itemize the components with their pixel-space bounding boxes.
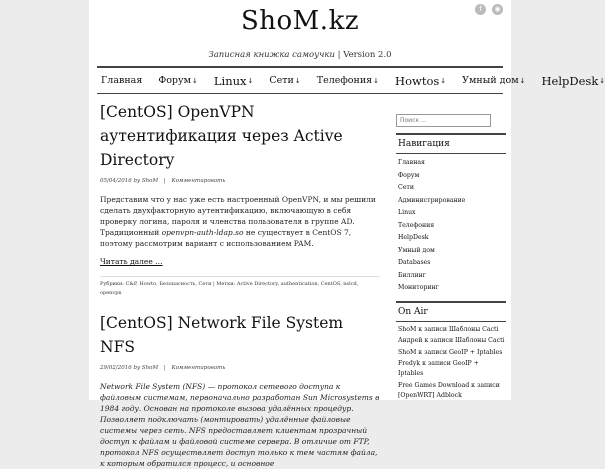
post-excerpt: Network File System (NFS) — протокол сетевого доступа к файловым системам, первоначально разработан Sun Microsystems в 1984 году. Основан на протоколе вызова удалённых процедур. Позволяет подключать (монтировать) удалённые файловые системы через сеть. NFS предоставляет клиентам прозрачный доступ к файлам и файловой системе сервера. В отличие от FTP, протокол NFS осуществляет доступ только к тем частям файла, к которым обратился процесс, и основное — [100, 382, 380, 468]
navigation-list — [396, 157, 506, 295]
facebook-icon[interactable]: f — [475, 4, 486, 15]
post-title-link[interactable]: [CentOS] OpenVPN аутентификация через Active Directory — [100, 103, 343, 169]
sidebar-item-forum[interactable]: Форум — [398, 171, 420, 179]
sidebar — [396, 107, 506, 402]
sidebar-item-helpdesk[interactable]: HelpDesk — [398, 234, 429, 241]
sidebar-item-databases[interactable]: Databases — [398, 259, 431, 266]
nav-item-howtos[interactable]: Howtos ↓ — [395, 73, 447, 88]
post-article — [100, 100, 380, 298]
navigation-widget-title: Навигация — [396, 133, 506, 154]
recent-comment-item[interactable]: Андрей к записи Шаблоны Cacti — [398, 337, 505, 344]
sidebar-item-linux[interactable]: Linux — [398, 209, 416, 216]
site-title[interactable]: ShoM.kz — [240, 6, 360, 36]
nav-item-home[interactable]: Главная — [101, 75, 143, 86]
post-meta — [100, 365, 380, 371]
sidebar-item-networks[interactable]: Сети — [398, 184, 414, 191]
post-title-link[interactable]: [CentOS] Network File System NFS — [100, 314, 344, 356]
post-comment-link[interactable]: Комментировать — [171, 178, 226, 184]
post-article — [100, 311, 380, 469]
sidebar-item-home[interactable]: Главная — [398, 159, 425, 166]
recent-comment-item[interactable]: ShoM к записи GeoIP + Iptables — [398, 348, 503, 356]
post-author-link[interactable]: ShoM — [141, 365, 159, 371]
dropdown-arrow-icon: ↓ — [599, 76, 605, 85]
sidebar-item-administration[interactable]: Администрирование — [398, 196, 466, 204]
read-more-link[interactable]: Читать далее … — [100, 257, 163, 266]
main-navigation — [97, 66, 605, 94]
post-by: by — [133, 365, 141, 371]
post-author-link[interactable]: ShoM — [141, 178, 159, 184]
recent-comments-list — [396, 325, 506, 401]
dropdown-arrow-icon: ↓ — [373, 76, 380, 85]
dropdown-arrow-icon: ↓ — [294, 76, 301, 85]
meta-separator: | — [163, 365, 166, 371]
post-date: 05/04/2016 — [100, 178, 132, 184]
nav-item-networks[interactable]: Сети ↓ — [269, 75, 301, 86]
post-date: 29/02/2016 — [100, 365, 132, 371]
excerpt-code: openvpn-auth-ldap.so — [161, 228, 244, 237]
rss-icon[interactable]: ◉ — [492, 4, 503, 15]
nav-item-forum[interactable]: Форум ↓ — [158, 75, 198, 86]
sidebar-item-monitoring[interactable]: Мониторинг — [398, 284, 439, 291]
site-tagline — [89, 50, 511, 60]
dropdown-arrow-icon: ↓ — [247, 76, 254, 85]
excerpt-text: Представим что у нас уже есть настроенный OpenVPN, и мы решили сделать двухфакторную аутентификацию, включающую в себя проверку логина, пароля и членства пользователя в группе AD. Традиционный — [100, 195, 376, 237]
search-input[interactable] — [396, 114, 491, 127]
post-by: by — [133, 178, 141, 184]
nav-item-linux[interactable]: Linux ↓ — [213, 73, 254, 88]
post-categories-tags[interactable]: Рубрики: C&P, Howto, Безопасность, Сети | Метки: Active Directory, authentication, CentOS, nslcd, openvpn — [100, 276, 380, 298]
nav-item-helpdesk[interactable]: HelpDesk ↓ — [541, 73, 605, 88]
tagline-text: Записная книжка самоучки — [208, 50, 335, 60]
post-meta — [100, 178, 380, 184]
sidebar-item-billing[interactable]: Биллинг — [398, 271, 427, 279]
sidebar-item-telephony[interactable]: Телефония — [398, 221, 435, 229]
sidebar-item-smart-home[interactable]: Умный дом — [398, 246, 435, 254]
dropdown-arrow-icon: ↓ — [519, 76, 526, 85]
post-comment-link[interactable]: Комментировать — [171, 365, 226, 371]
tagline-version: | Version 2.0 — [337, 50, 392, 60]
excerpt-text: не существует в CentOS 7, поэтому рассмотрим вариант с использованием PAM. — [100, 228, 352, 248]
onair-widget-title: On Air — [396, 301, 506, 322]
recent-comment-item[interactable]: Free Games Download к записи [OpenWRT] Adblock — [398, 381, 500, 399]
main-content — [100, 100, 380, 469]
dropdown-arrow-icon: ↓ — [440, 76, 447, 85]
meta-separator: | — [163, 178, 166, 184]
recent-comment-item[interactable]: Fredyk к записи GeoIP + Iptables — [398, 360, 479, 377]
nav-item-smart-home[interactable]: Умный дом ↓ — [462, 75, 526, 86]
recent-comment-item[interactable]: ShoM к записи Шаблоны Cacti — [398, 325, 499, 333]
post-excerpt — [100, 194, 380, 249]
dropdown-arrow-icon: ↓ — [192, 76, 198, 85]
nav-item-telephony[interactable]: Телефония ↓ — [316, 75, 380, 86]
page-container — [89, 0, 605, 468]
